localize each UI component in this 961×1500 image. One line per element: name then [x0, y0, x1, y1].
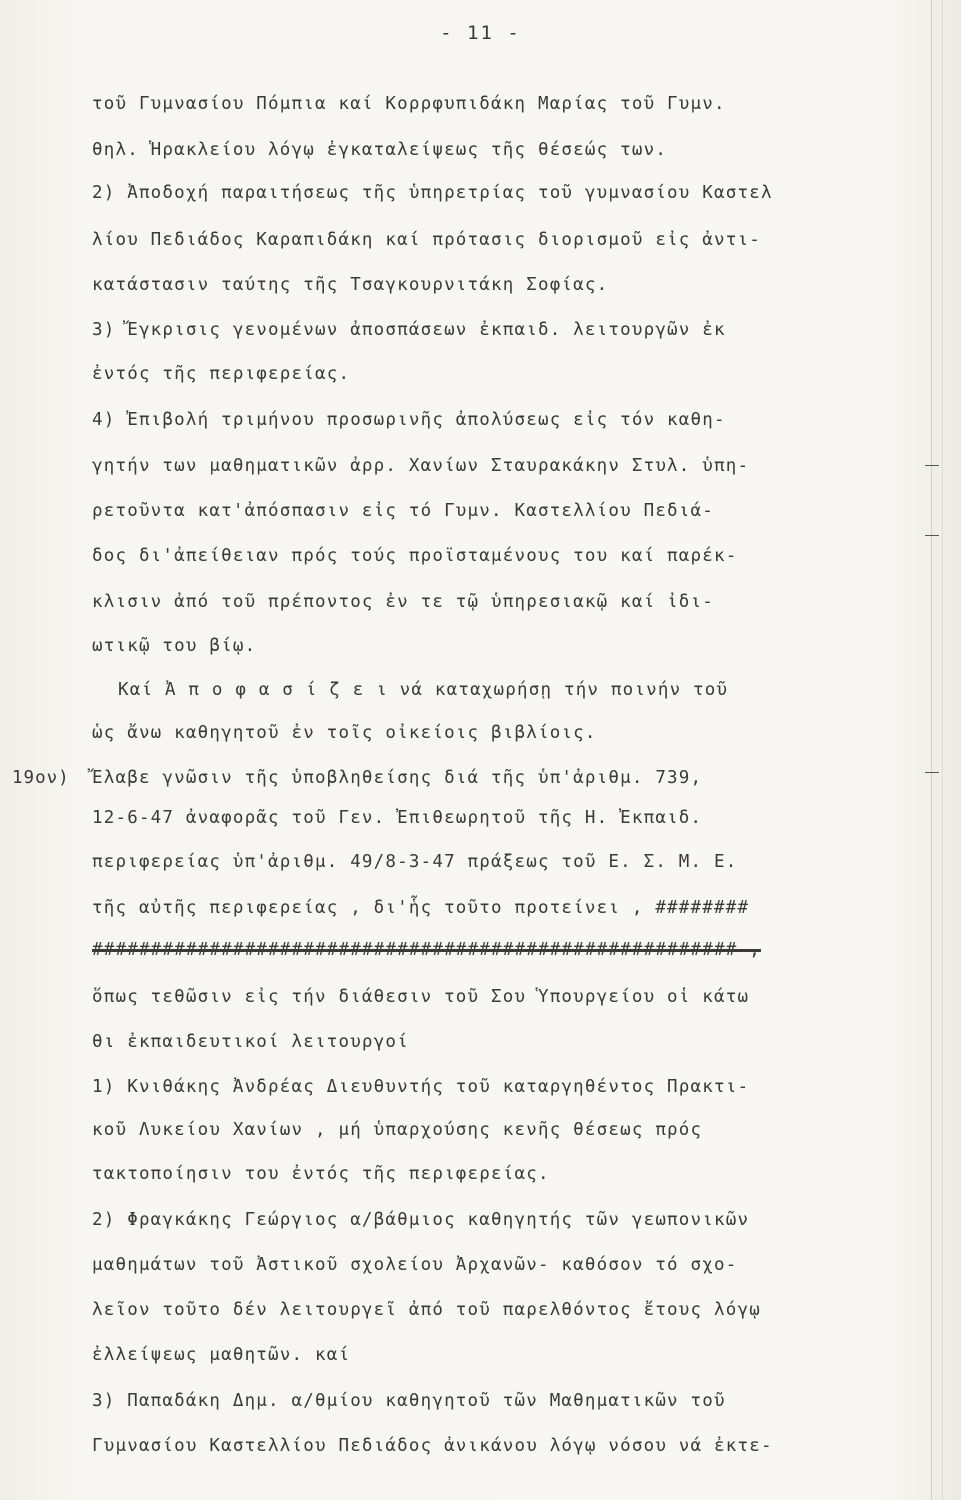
text-line-6: 3) Ἔγκρισις γενομένων ἀποσπάσεων ἐκπαιδ. λειτουργῶν ἐκ — [92, 320, 726, 340]
page-number: - 11 - — [440, 22, 521, 44]
text-line-29: ἐλλείψεως μαθητῶν. καί — [92, 1345, 351, 1365]
text-line-26: 2) Φραγκάκης Γεώργιος α/βάθμιος καθηγητής τῶν γεωπονικῶν — [92, 1210, 750, 1230]
text-line-21: ὅπως τεθῶσιν εἰς τήν διάθεσιν τοῦ Σου Ὑπουργείου οἱ κάτω — [92, 987, 750, 1007]
text-line-3: 2) Ἀποδοχή παραιτήσεως τῆς ὑπηρετρίας τοῦ γυμνασίου Καστελ — [92, 183, 773, 203]
text-line-5: κατάστασιν ταύτης τῆς Τσαγκουρνιτάκη Σοφίας. — [92, 275, 609, 295]
text-line-9: γητήν των μαθηματικῶν ἀρρ. Χανίων Σταυρακάκην Στυλ. ὑπη- — [92, 456, 750, 476]
section-number: 19ον) — [12, 768, 70, 788]
text-line-11: δος δι'ἀπείθειαν πρός τούς προϊσταμένους του καί παρέκ- — [92, 546, 738, 566]
text-line-30: 3) Παπαδάκη Δημ. α/θμίου καθηγητοῦ τῶν Μαθηματικῶν τοῦ — [92, 1391, 726, 1411]
text-line-8: 4) Ἐπιβολή τριμήνου προσωρινῆς ἀπολύσεως εἰς τόν καθη- — [92, 410, 726, 430]
margin-mark — [925, 465, 939, 466]
text-line-18: περιφερείας ὑπ'ἀριθμ. 49/8-3-47 πράξεως τοῦ Ε. Σ. Μ. Ε. — [92, 852, 738, 872]
text-line-27: μαθημάτων τοῦ Ἀστικοῦ σχολείου Ἀρχανῶν- καθόσον τό σχο- — [92, 1255, 738, 1275]
text-line-19: τῆς αὐτῆς περιφερείας , δι'ἧς τοῦτο προτείνει , ######## — [92, 898, 750, 918]
text-line-1: τοῦ Γυμνασίου Πόμπια καί Κορρφυπιδάκη Μαρίας τοῦ Γυμν. — [92, 94, 726, 114]
text-line-23: 1) Κνιθάκης Ἀνδρέας Διευθυντής τοῦ καταργηθέντος Πρακτι- — [92, 1077, 750, 1097]
text-line-22: θι ἐκπαιδευτικοί λειτουργοί — [92, 1032, 409, 1052]
text-line-10: ρετοῦντα κατ'ἀπόσπασιν εἰς τό Γυμν. Καστελλίου Πεδιά- — [92, 501, 715, 521]
text-line-12: κλισιν ἀπό τοῦ πρέποντος ἐν τε τῷ ὑπηρεσιακῷ καί ἰδι- — [92, 592, 715, 612]
text-line-28: λεῖον τοῦτο δέν λειτουργεῖ ἀπό τοῦ παρελθόντος ἔτους λόγῳ — [92, 1300, 761, 1320]
struck-text-line: ####################################################### , — [92, 940, 761, 960]
text-line-14: Καί Ἀ π ο φ α σ ί ζ ε ι νά καταχωρήσῃ τήν ποινήν τοῦ — [118, 680, 729, 700]
text-line-31: Γυμνασίου Καστελλίου Πεδιάδος ἀνικάνου λόγῳ νόσου νά ἐκτε- — [92, 1436, 773, 1456]
margin-mark — [925, 535, 939, 536]
paper-edge — [931, 0, 943, 1500]
text-line-7: ἐντός τῆς περιφερείας. — [92, 364, 351, 384]
text-line-16: Ἔλαβε γνῶσιν τῆς ὑποβληθείσης διά τῆς ὑπ'ἀριθμ. 739, — [92, 768, 703, 788]
text-line-13: ωτικῷ του βίῳ. — [92, 636, 257, 656]
text-line-4: λίου Πεδιάδος Καραπιδάκη καί πρότασις διορισμοῦ εἰς ἀντι- — [92, 230, 761, 250]
text-line-17: 12-6-47 ἀναφορᾶς τοῦ Γεν. Ἐπιθεωρητοῦ τῆς Η. Ἐκπαιδ. — [92, 808, 703, 828]
text-line-25: τακτοποίησιν του ἐντός τῆς περιφερείας. — [92, 1164, 550, 1184]
text-line-2: θηλ. Ἡρακλείου λόγῳ ἐγκαταλείψεως τῆς θέσεώς των. — [92, 140, 668, 160]
text-line-15: ὡς ἄνω καθηγητοῦ ἐν τοῖς οἰκείοις βιβλίοις. — [92, 723, 597, 743]
text-line-24: κοῦ Λυκείου Χανίων , μή ὑπαρχούσης κενῆς θέσεως πρός — [92, 1120, 703, 1140]
margin-mark — [925, 772, 939, 773]
